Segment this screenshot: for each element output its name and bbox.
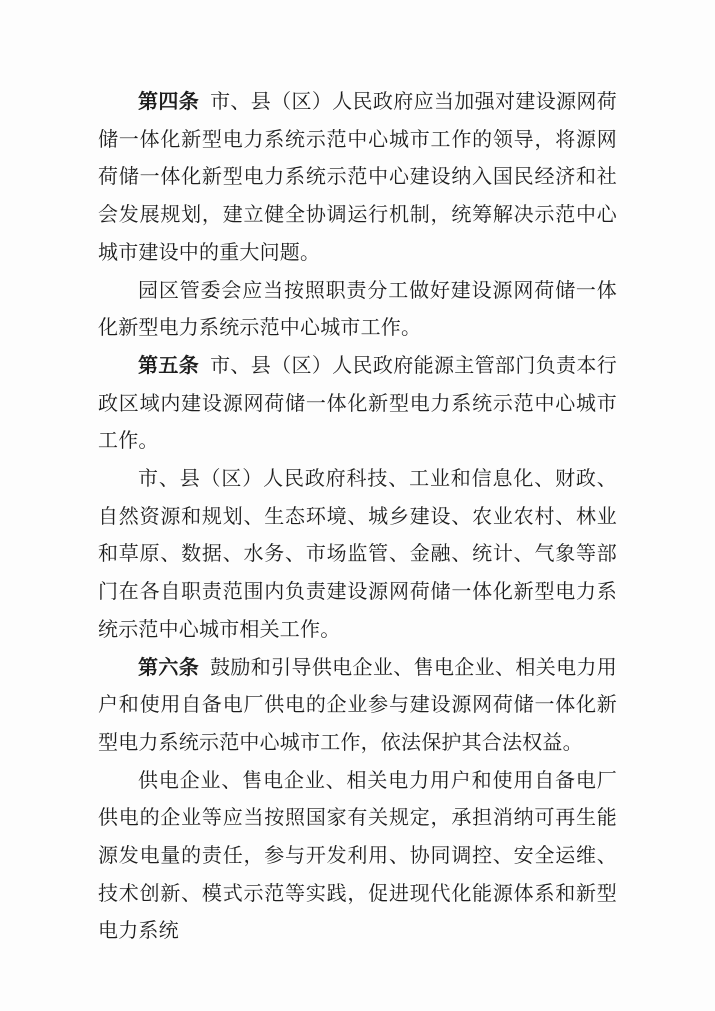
paragraph-article-5-sub	[98, 461, 617, 650]
paragraph-article-5	[98, 348, 617, 461]
article-number-label: 第六条	[138, 656, 200, 679]
paragraph-text: 鼓励和引导供电企业、售电企业、相关电力用户和使用自备电厂供电的企业参与建设源网荷储一体化新型电力系统示范中心城市工作，依法保护其合法权益。	[98, 656, 617, 754]
paragraph-article-6	[98, 650, 617, 763]
paragraph-article-6-sub	[98, 763, 617, 952]
paragraph-text: 市、县（区）人民政府能源主管部门负责本行政区域内建设源网荷储一体化新型电力系统示范中心城市工作。	[98, 354, 617, 453]
paragraph-text: 市、县（区）人民政府应当加强对建设源网荷储一体化新型电力系统示范中心城市工作的领导，将源网荷储一体化新型电力系统示范中心建设纳入国民经济和社会发展规划，建立健全协调运行机制，统筹解决示范中心城市建设中的重大问题。	[98, 91, 617, 264]
paragraph-article-4-sub	[98, 273, 617, 348]
article-number-label: 第四条	[138, 91, 200, 113]
paragraph-text: 供电企业、售电企业、相关电力用户和使用自备电厂供电的企业等应当按照国家有关规定，承担消纳可再生能源发电量的责任，参与开发利用、协同调控、安全运维、技术创新、模式示范等实践，促进现代化能源体系和新型电力系统	[98, 769, 617, 943]
paragraph-text: 园区管委会应当按照职责分工做好建设源网荷储一体化新型电力系统示范中心城市工作。	[98, 279, 617, 340]
paragraph-text: 市、县（区）人民政府科技、工业和信息化、财政、自然资源和规划、生态环境、城乡建设、农业农村、林业和草原、数据、水务、市场监管、金融、统计、气象等部门在各自职责范围内负责建设源网荷储一体化新型电力系统示范中心城市相关工作。	[98, 468, 617, 641]
article-number-label: 第五条	[138, 354, 200, 377]
paragraph-article-4	[98, 84, 617, 273]
